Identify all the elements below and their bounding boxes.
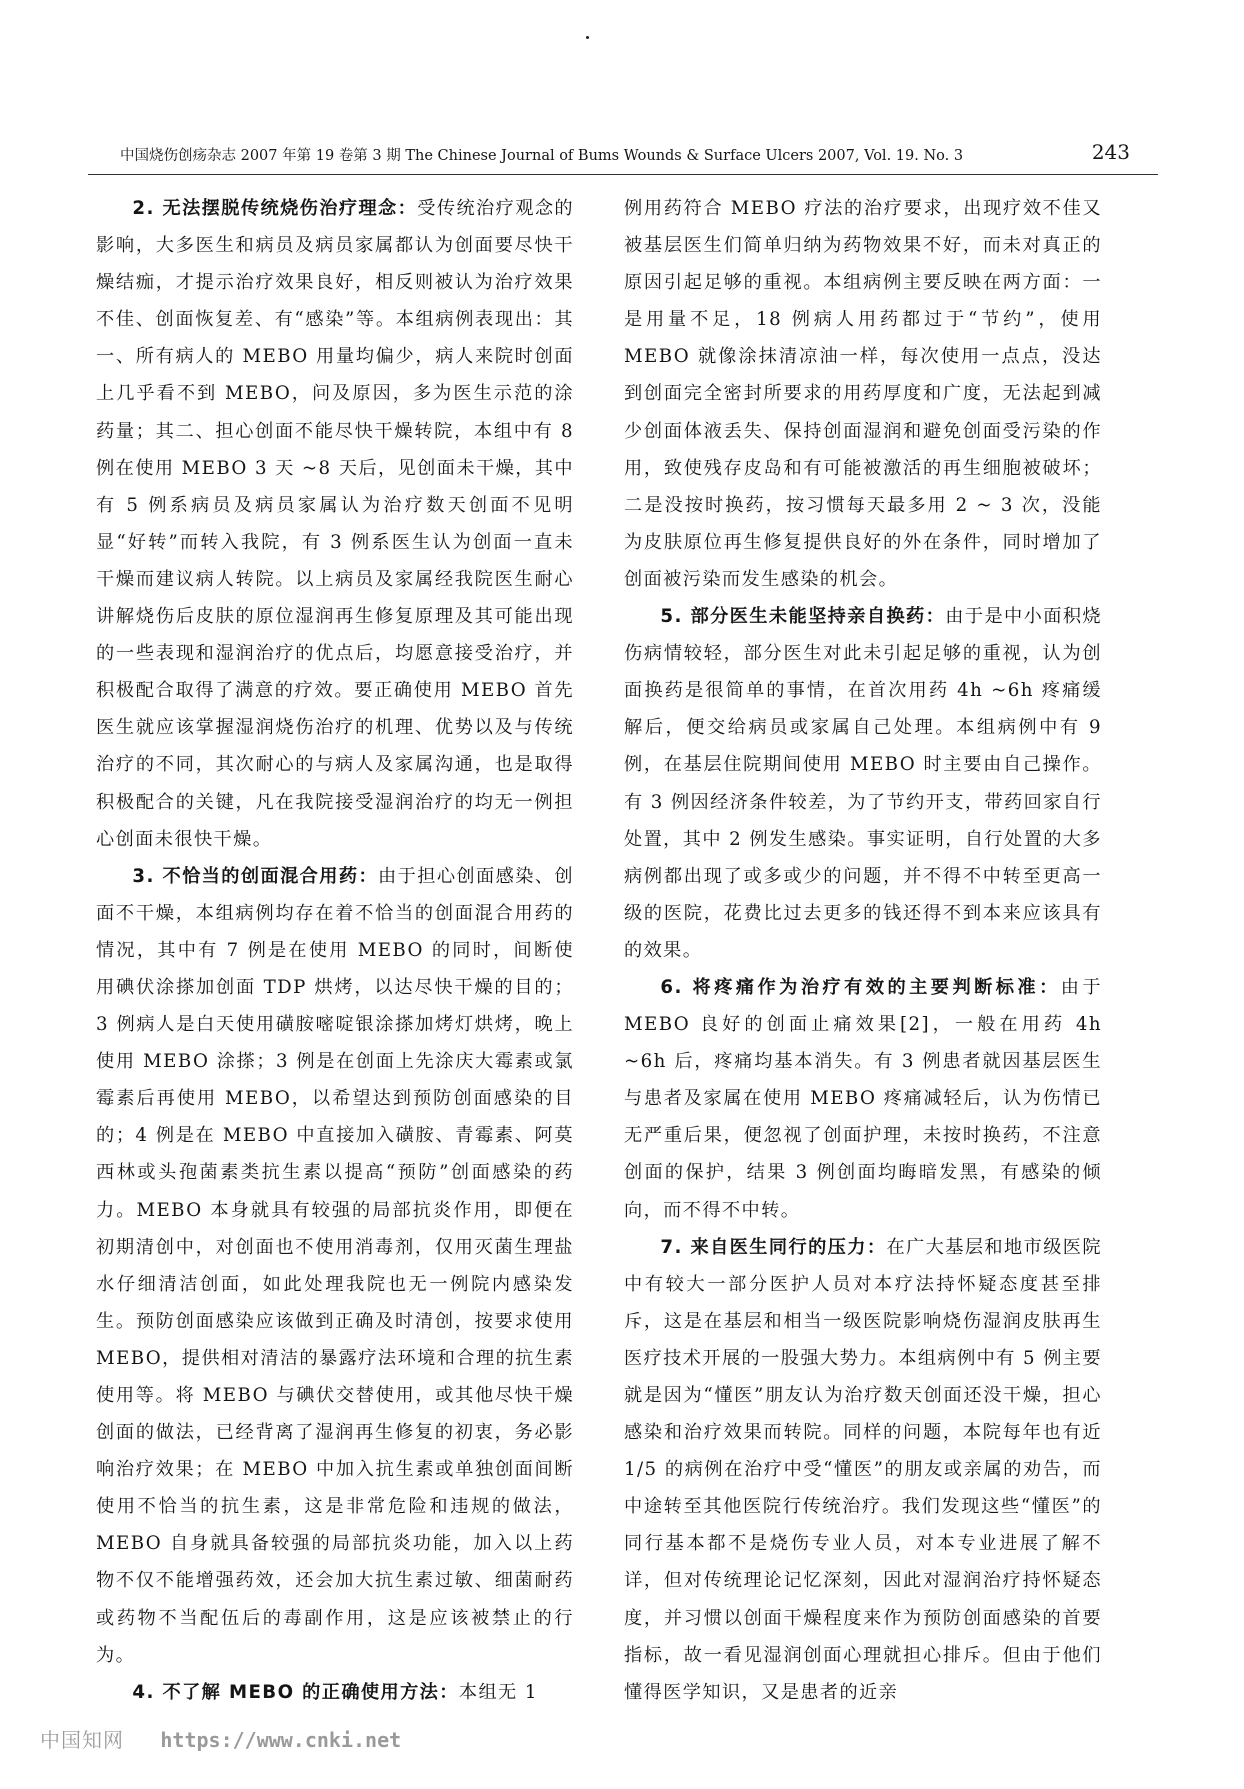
section-2-heading: 2. 无法摆脱传统烧伤治疗理念： [132, 198, 418, 219]
section-7-heading: 7. 来自医生同行的压力： [660, 1236, 887, 1258]
scan-speck [586, 36, 589, 39]
paragraph-section-6 [624, 969, 1102, 1229]
section-7-body: 在广大基层和地市级医院中有较大一部分医护人员对本疗法持怀疑态度甚至排斥，这是在基层和相当一级医院影响烧伤湿润皮肤再生医疗技术开展的一股强大势力。本组病例中有 5 例主要就是因为“懂医”朋友认为治疗数天创面还没干燥，担心感染和治疗效果而转院。同样的问题，本院每年也有近 1/5 的病例在治疗中受“懂医”的朋友或亲属的劝告，而中途转至其他医院行传统治疗。我们发现这些“懂医”的同行基本都不是烧伤专业人员，对本专业进展了解不详，但对传统理论记忆深刻，因此对湿润治疗持怀疑态度，并习惯以创面干燥程度来作为预防创面感染的首要指标，故一看见湿润创面心理就担心排斥。但由于他们懂得医学知识，又是患者的近亲 [624, 1236, 1102, 1703]
watermark-footer [40, 1724, 401, 1753]
section-3-heading: 3. 不恰当的创面混合用药： [132, 865, 379, 887]
header-rule [88, 174, 1158, 175]
section-5-body: 由于是中小面积烧伤病情较轻，部分医生对此未引起足够的重视，认为创面换药是很简单的事情，在首次用药 4h ~6h 疼痛缓解后，便交给病员或家属自己处理。本组病例中有 9 例，在基层住院期间使用 MEBO 时主要由自己操作。有 3 例因经济条件较差，为了节约开支，带药回家自行处置，其中 2 例发生感染。事实证明，自行处置的大多病例都出现了或多或少的问题，并不得不中转至更高一级的医院，花费比过去更多的钱还得不到本来应该具有的效果。 [624, 606, 1103, 961]
page-number: 243 [1091, 140, 1130, 164]
left-column [96, 190, 574, 1711]
section-5-heading: 5. 部分医生未能坚持亲自换药： [660, 606, 946, 628]
section-3-body: 由于担心创面感染、创面不干燥，本组病例均存在着不恰当的创面混合用药的情况，其中有 7 例是在使用 MEBO 的同时，间断使用碘伏涂搽加创面 TDP 烘烤，以达尽快干燥的目的；3 例病人是白天使用磺胺嘧啶银涂搽加烤灯烘烤，晚上使用 MEBO 涂搽；3 例是在创面上先涂庆大霉素或氯霉素后再使用 MEBO，以希望达到预防创面感染的目的；4 例是在 MEBO 中直接加入磺胺、青霉素、阿莫西林或头孢菌素类抗生素以提高“预防”创面感染的药力。MEBO 本身就具有较强的局部抗炎作用，即便在初期清创中，对创面也不使用消毒剂，仅用灭菌生理盐水仔细清洁创面，如此处理我院也无一例院内感染发生。预防创面感染应该做到正确及时清创，按要求使用 MEBO，提供相对清洁的暴露疗法环境和合理的抗生素使用等。将 MEBO 与碘伏交替使用，或其他尽快干燥创面的做法，已经背离了湿润再生修复的初衷，务必影响治疗效果；在 MEBO 中加入抗生素或单独创面间断使用不恰当的抗生素，这是非常危险和违规的做法，MEBO 自身就具备较强的局部抗炎功能，加入以上药物不仅不能增强药效，还会加大抗生素过敏、细菌耐药或药物不当配伍后的毒副作用，这是应该被禁止的行为。 [96, 865, 574, 1666]
section-2-body: 受传统治疗观念的影响，大多医生和病员及病员家属都认为创面要尽快干燥结痂，才提示治疗效果良好，相反则被认为治疗效果不佳、创面恢复差、有“感染”等。本组病例表现出：其一、所有病人的 MEBO 用量均偏少，病人来院时创面上几乎看不到 MEBO，问及原因，多为医生示范的涂药量；其二、担心创面不能尽快干燥转院，本组中有 8 例在使用 MEBO 3 天 ~8 天后，见创面未干燥，其中有 5 例系病员及病员家属认为治疗数天创面不见明显“好转”而转入我院，有 3 例系医生认为创面一直未干燥而建议病人转院。以上病员及家属经我院医生耐心讲解烧伤后皮肤的原位湿润再生修复原理及其可能出现的一些表现和湿润治疗的优点后，均愿意接受治疗，并积极配合取得了满意的疗效。要正确使用 MEBO 首先医生就应该掌握湿润烧伤治疗的机理、优势以及与传统治疗的不同，其次耐心的与病人及家属沟通，也是取得积极配合的关键，凡在我院接受湿润治疗的均无一例担心创面未很快干燥。 [96, 198, 575, 850]
section-4-heading: 4. 不了解 MEBO 的正确使用方法： [132, 1681, 459, 1703]
cnki-site-name: 中国知网 [40, 1728, 124, 1752]
paragraph-section-4 [96, 1674, 574, 1711]
paragraph-section-3 [96, 858, 574, 1674]
journal-citation: 中国烧伤创疡杂志 2007 年第 19 卷第 3 期 The Chinese Journal of Bums Wounds & Surface Ulcers 2007, Vol. 19. No. 3 [120, 148, 964, 164]
right-column [624, 190, 1102, 1711]
section-6-body: 由于 MEBO 良好的创面止痛效果[2]，一般在用药 4h ~6h 后，疼痛均基本消失。有 3 例患者就因基层医生与患者及家属在使用 MEBO 疼痛减轻后，认为伤情已无严重后果，便忽视了创面护理，未按时换药，不注意创面的保护，结果 3 例创面均晦暗发黑，有感染的倾向，而不得不中转。 [624, 976, 1102, 1221]
paragraph-section-7 [624, 1229, 1102, 1711]
paragraph-section-5 [624, 598, 1102, 969]
section-4-body: 本组无 1 [458, 1681, 538, 1703]
cnki-url-link[interactable]: https://www.cnki.net [160, 1728, 402, 1752]
section-6-heading: 6. 将疼痛作为治疗有效的主要判断标准： [660, 976, 1061, 998]
paragraph-section-4-continued: 例用药符合 MEBO 疗法的治疗要求，出现疗效不佳又被基层医生们简单归纳为药物效果不好，而未对真正的原因引起足够的重视。本组病例主要反映在两方面：一是用量不足，18 例病人用药都过于“节约”，使用 MEBO 就像涂抹清凉油一样，每次使用一点点，没达到创面完全密封所要求的用药厚度和广度，无法起到减少创面体液丢失、保持创面湿润和避免创面受污染的作用，致使残存皮岛和有可能被激活的再生细胞被破坏；二是没按时换药，按习惯每天最多用 2 ~ 3 次，没能为皮肤原位再生修复提供良好的外在条件，同时增加了创面被污染而发生感染的机会。 [624, 198, 1102, 590]
paragraph-section-2 [96, 190, 574, 858]
